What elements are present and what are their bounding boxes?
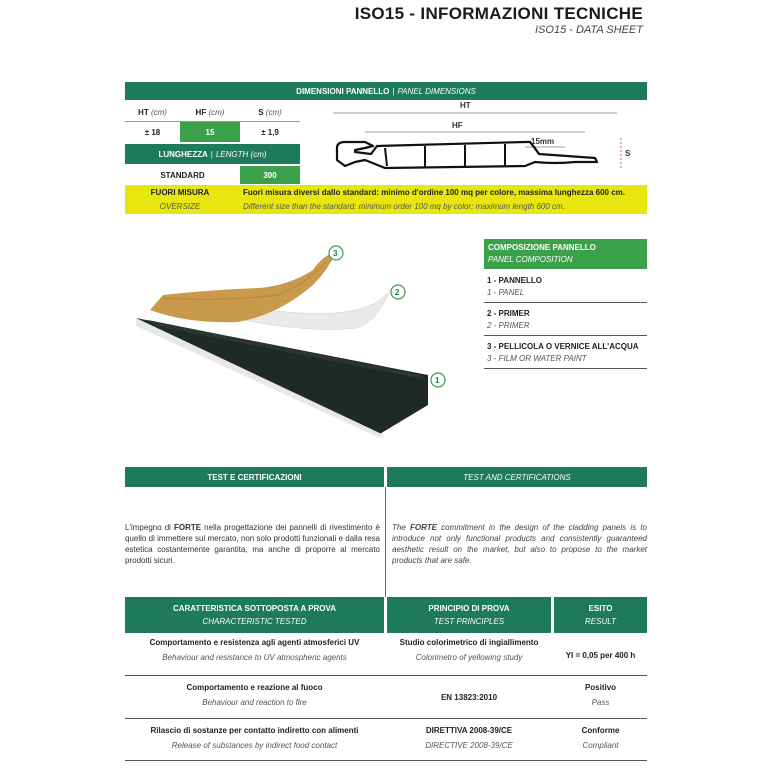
intro-en-post: commitment in the design of the cladding panels is to introduce not only functional products and consistently guaranteed aesthetic result on the market, but also to propose to the market products that are safe. [392, 523, 647, 565]
composition-item-3-en: 3 - FILM OR WATER PAINT [487, 354, 587, 363]
profile-joint-label: 15mm [531, 137, 555, 146]
composition-item-2 [484, 305, 647, 335]
value-s: ± 1,9 [261, 127, 279, 137]
header-principle-it: PRINCIPIO DI PROVA [428, 604, 510, 613]
tests-heading-en: TEST AND CERTIFICATIONS [387, 467, 647, 487]
profile-s-label: S [625, 149, 631, 158]
oversize-label-en: OVERSIZE [159, 202, 201, 211]
divider [125, 675, 647, 676]
divider [484, 368, 647, 369]
intro-it-post: nella progettazione dei pannelli di rivestimento è quello di immettere sul mercato, non solo prodotti funzionali e dalla resa estetica costantemente garantita, ma anche di proporre al mercato prodotti sicuri. [125, 523, 380, 565]
header-result-it: ESITO [588, 604, 613, 613]
intro-en-pre: The [392, 523, 410, 532]
row2-char-en: Behaviour and reaction to fire [202, 698, 307, 707]
row3-result-en: Compliant [582, 741, 619, 750]
length-heading [125, 144, 300, 164]
intro-it-brand: FORTE [174, 523, 202, 532]
col-ht-label [125, 104, 180, 120]
table-row [125, 726, 384, 750]
col-hf-label [180, 104, 240, 120]
dimensions-heading-it: DIMENSIONI PANNELLO [296, 86, 390, 96]
intro-it-pre: L'impegno di [125, 523, 175, 532]
oversize-text-en: Different size than the standard: minimum order 100 mq by color; maximum length 600 cm. [243, 202, 565, 211]
heading-separator: | [210, 149, 213, 159]
row2-result-en: Pass [591, 698, 610, 707]
oversize-label-it: FUORI MISURA [150, 188, 210, 197]
col-s-unit: (cm) [265, 107, 282, 117]
divider [125, 760, 647, 761]
tests-heading-it: TEST E CERTIFICAZIONI [125, 467, 384, 487]
row3-principle-en: DIRECTIVE 2008-39/CE [425, 741, 513, 750]
intro-en-brand: FORTE [409, 523, 437, 532]
row2-result-it: Positivo [584, 683, 617, 692]
composition-item-3 [484, 338, 647, 368]
row1-char-it: Comportamento e resistenza agli agenti atmosferici UV [149, 638, 360, 647]
composition-item-3-it: 3 - PELLICOLA O VERNICE ALL'ACQUA [487, 342, 639, 351]
standard-value: 300 [240, 166, 300, 184]
row1-principle-en: Colorimetro of yellowing study [415, 653, 523, 662]
row3-result-it: Conforme [581, 726, 620, 735]
divider [484, 302, 647, 303]
row2-result [554, 683, 647, 707]
composition-item-1-en: 1 - PANEL [487, 288, 525, 297]
row1-principle [387, 638, 551, 662]
tests-divider [385, 487, 386, 597]
marker-1-label: 1 [435, 376, 440, 385]
col-s: S [258, 107, 264, 117]
heading-separator: | [392, 86, 395, 96]
row1-principle-it: Studio colorimetrico di ingiallimento [399, 638, 539, 647]
composition-heading [484, 239, 647, 269]
composition-item-1 [484, 272, 647, 302]
dimensions-heading-en: PANEL DIMENSIONS [397, 86, 476, 96]
col-ht-unit: (cm) [150, 107, 167, 117]
col-ht: HT [138, 107, 149, 117]
row2-principle [387, 693, 551, 702]
tests-intro-en [392, 522, 647, 566]
row1-result-it: YI = 0,05 per 400 h [565, 651, 636, 660]
header-result-en: RESULT [585, 617, 616, 626]
page-subtitle: ISO15 - DATA SHEET [535, 24, 643, 36]
composition-heading-en: PANEL COMPOSITION [488, 255, 573, 264]
divider [484, 335, 647, 336]
table-header-principle [387, 597, 551, 633]
table-row [125, 638, 384, 662]
profile-ht-label: HT [460, 101, 471, 110]
row3-principle [387, 726, 551, 750]
page-title: ISO15 - INFORMAZIONI TECNICHE [354, 4, 643, 23]
row3-char-en: Release of substances by indirect food contact [171, 741, 338, 750]
header-principle-en: TEST PRINCIPLES [433, 617, 505, 626]
composition-heading-it: COMPOSIZIONE PANNELLO [488, 243, 596, 252]
row3-result [554, 726, 647, 750]
value-ht: ± 18 [144, 127, 161, 137]
table-header-result [554, 597, 647, 633]
tests-intro-it [125, 522, 380, 566]
composition-item-1-it: 1 - PANNELLO [487, 276, 542, 285]
marker-2-label: 2 [395, 288, 400, 297]
col-s-label [240, 104, 300, 120]
marker-3-label: 3 [333, 249, 338, 258]
composition-item-2-en: 2 - PRIMER [487, 321, 530, 330]
length-heading-en: LENGTH (cm) [215, 149, 267, 159]
panel-profile-drawing [325, 98, 635, 178]
row1-result [554, 651, 647, 660]
row1-char-en: Behaviour and resistance to UV atmospheric agents [162, 653, 347, 662]
row3-char-it: Rilascio di sostanze per contatto indiretto con alimenti [150, 726, 359, 735]
composition-item-2-it: 2 - PRIMER [487, 309, 530, 318]
row3-principle-it: DIRETTIVA 2008-39/CE [425, 726, 513, 735]
header-characteristic-it: CARATTERISTICA SOTTOPOSTA A PROVA [172, 604, 337, 613]
row2-principle-it: EN 13823:2010 [440, 693, 498, 702]
header-characteristic-en: CHARACTERISTIC TESTED [202, 617, 307, 626]
col-hf-unit: (cm) [208, 107, 225, 117]
oversize-text-it: Fuori misura diversi dallo standard: minimo d'ordine 100 mq per colore, massima lunghezza 600 cm. [243, 188, 626, 197]
col-hf: HF [195, 107, 207, 117]
table-header-characteristic [125, 597, 384, 633]
value-hf: 15 [180, 122, 240, 142]
length-heading-it: LUNGHEZZA [158, 149, 208, 159]
standard-label: STANDARD [160, 170, 205, 180]
profile-hf-label: HF [452, 121, 463, 130]
row2-char-it: Comportamento e reazione al fuoco [186, 683, 323, 692]
table-row [125, 683, 384, 707]
panel-layers-illustration [128, 240, 458, 440]
divider [125, 718, 647, 719]
